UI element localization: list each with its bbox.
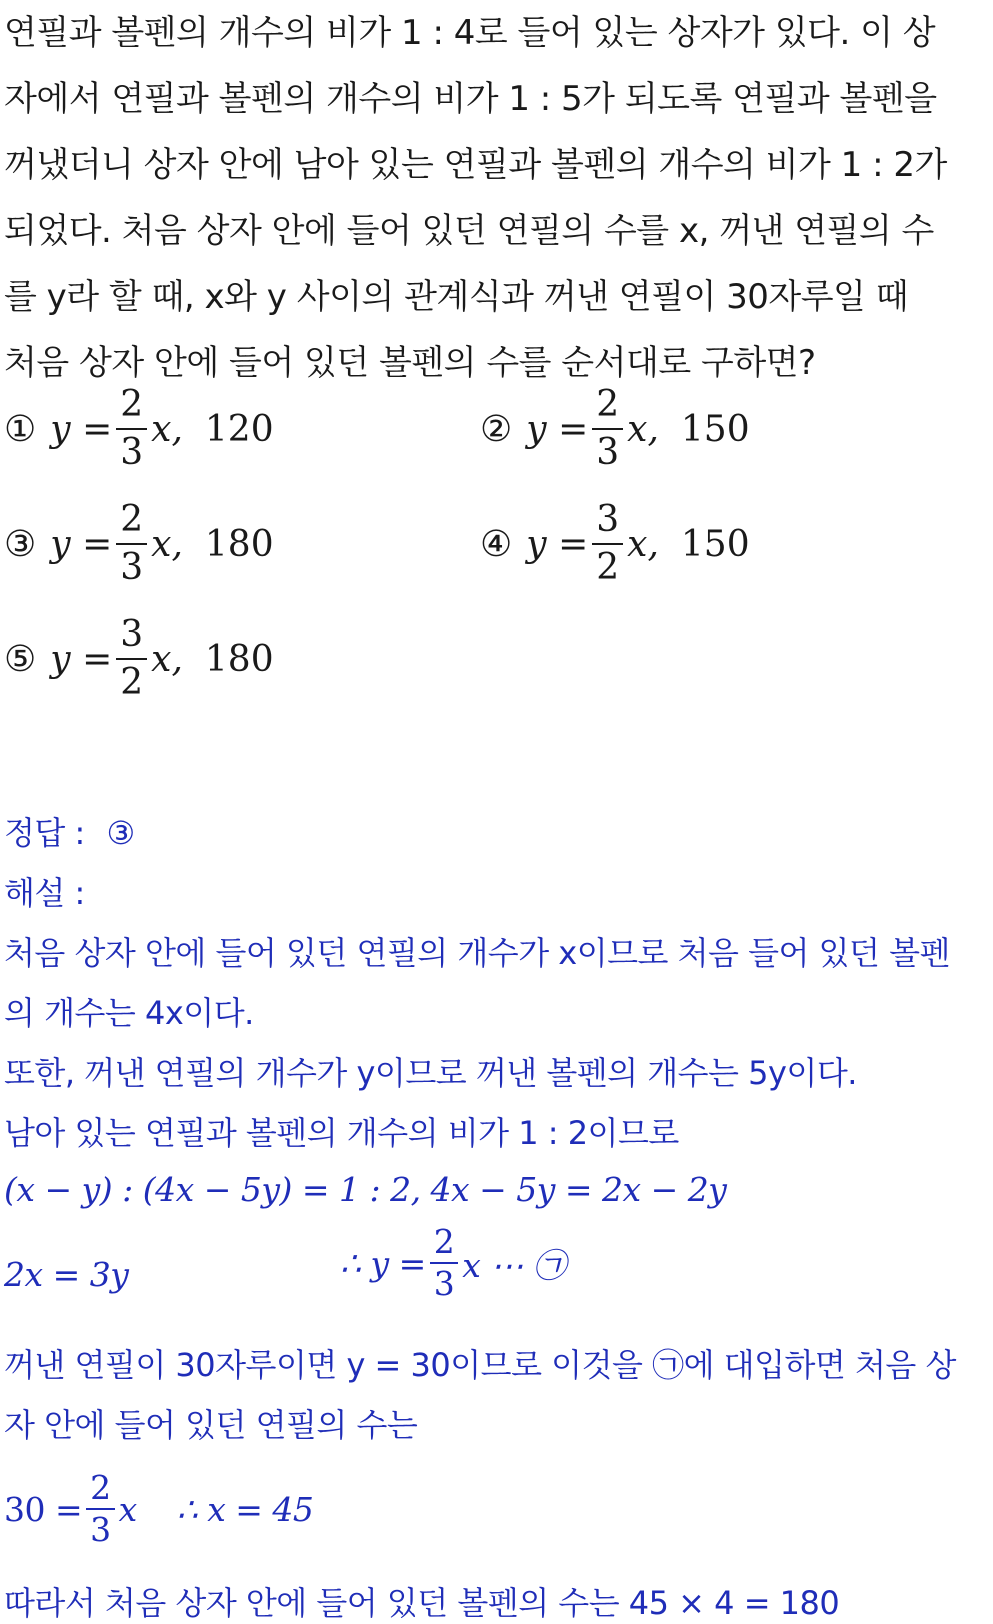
question-line: 되었다. 처음 상자 안에 들어 있던 연필의 수를 x, 꺼낸 연필의 수: [4, 211, 934, 251]
choice-number: ⑤: [4, 638, 37, 680]
equation-lhs: 30 =: [4, 1489, 83, 1529]
choice-number: ②: [480, 408, 513, 450]
question-line: 자에서 연필과 볼펜의 개수의 비가 1 : 5가 되도록 연필과 볼펜을: [4, 79, 937, 119]
fraction-numerator: 2: [120, 499, 144, 540]
explanation-line: 처음 상자 안에 들어 있던 연필의 개수가 x이므로 처음 들어 있던 볼펜: [4, 934, 950, 972]
equation-right: [340, 1222, 565, 1304]
choice-fraction: [592, 497, 623, 591]
choice-lhs: y =: [526, 523, 589, 565]
equation-line: [4, 1468, 313, 1550]
fraction-numerator: 2: [596, 384, 620, 425]
question-line: 처음 상자 안에 들어 있던 볼펜의 수를 순서대로 구하면?: [4, 343, 816, 383]
fraction-numerator: 2: [120, 384, 144, 425]
fraction-numerator: 3: [596, 499, 620, 540]
choice-number: ④: [480, 523, 513, 565]
choice-variable: x,: [151, 638, 183, 680]
fraction-denominator: 3: [90, 1510, 111, 1549]
choice-variable: x,: [151, 408, 183, 450]
fraction-denominator: 3: [120, 547, 144, 588]
equation-line: (x − y) : (4x − 5y) = 1 : 2, 4x − 5y = 2x − 2y: [4, 1170, 727, 1209]
explanation-line: 또한, 꺼낸 연필의 개수가 y이므로 꺼낸 볼펜의 개수는 5y이다.: [4, 1054, 857, 1092]
explanation-label: 해설 :: [4, 874, 85, 912]
choice-lhs: y =: [50, 408, 113, 450]
choice-3[interactable]: [4, 497, 274, 591]
equation-lhs: ∴ y =: [340, 1243, 426, 1283]
equation-fraction: [430, 1222, 459, 1304]
question-line: 연필과 볼펜의 개수의 비가 1 : 4로 들어 있는 상자가 있다. 이 상: [4, 13, 936, 53]
choice-value: 120: [204, 408, 274, 450]
choice-fraction: [116, 497, 147, 591]
choice-2[interactable]: [480, 382, 750, 476]
choice-4[interactable]: [480, 497, 750, 591]
choice-value: 180: [204, 638, 274, 680]
choice-1[interactable]: [4, 382, 274, 476]
choice-5[interactable]: [4, 612, 274, 706]
question-line: 를 y라 할 때, x와 y 사이의 관계식과 꺼낸 연필이 30자루일 때: [4, 277, 909, 317]
fraction-denominator: 3: [596, 432, 620, 473]
fraction-denominator: 2: [120, 662, 144, 703]
fraction-numerator: 2: [90, 1468, 111, 1507]
fraction-denominator: 2: [596, 547, 620, 588]
choice-lhs: y =: [526, 408, 589, 450]
explanation-line: 의 개수는 4x이다.: [4, 994, 254, 1032]
choice-variable: x,: [151, 523, 183, 565]
fraction-denominator: 3: [120, 432, 144, 473]
answer-value: ③: [106, 814, 135, 852]
equation-fraction: [86, 1468, 115, 1550]
equation-rhs: x ⋯ ㉠: [462, 1245, 566, 1285]
explanation-line: 꺼낸 연필이 30자루이면 y = 30이므로 이것을 ㉠에 대입하면 처음 상: [4, 1346, 956, 1384]
question-line: 꺼냈더니 상자 안에 남아 있는 연필과 볼펜의 개수의 비가 1 : 2가: [4, 145, 947, 185]
question-text: [4, 0, 990, 396]
choice-variable: x,: [627, 523, 659, 565]
choice-value: 150: [680, 408, 750, 450]
equation-left: 2x = 3y: [4, 1255, 129, 1294]
choice-fraction: [116, 612, 147, 706]
choice-value: 180: [204, 523, 274, 565]
explanation-line: 남아 있는 연필과 볼펜의 개수의 비가 1 : 2이므로: [4, 1114, 679, 1152]
choice-fraction: [592, 382, 623, 476]
answer-line: [4, 808, 135, 854]
choice-lhs: y =: [50, 638, 113, 680]
fraction-numerator: 2: [433, 1222, 455, 1261]
equation-rhs: x ∴ x = 45: [118, 1489, 314, 1529]
choice-variable: x,: [627, 408, 659, 450]
choice-lhs: y =: [50, 523, 113, 565]
fraction-denominator: 3: [433, 1264, 455, 1303]
choice-fraction: [116, 382, 147, 476]
explanation-line: 따라서 처음 상자 안에 들어 있던 볼펜의 수는 45 × 4 = 180: [4, 1584, 840, 1622]
choice-number: ③: [4, 523, 37, 565]
choice-number: ①: [4, 408, 37, 450]
fraction-numerator: 3: [120, 614, 144, 655]
answer-label: 정답 :: [4, 814, 85, 852]
explanation-line: 자 안에 들어 있던 연필의 수는: [4, 1406, 418, 1444]
choice-value: 150: [680, 523, 750, 565]
